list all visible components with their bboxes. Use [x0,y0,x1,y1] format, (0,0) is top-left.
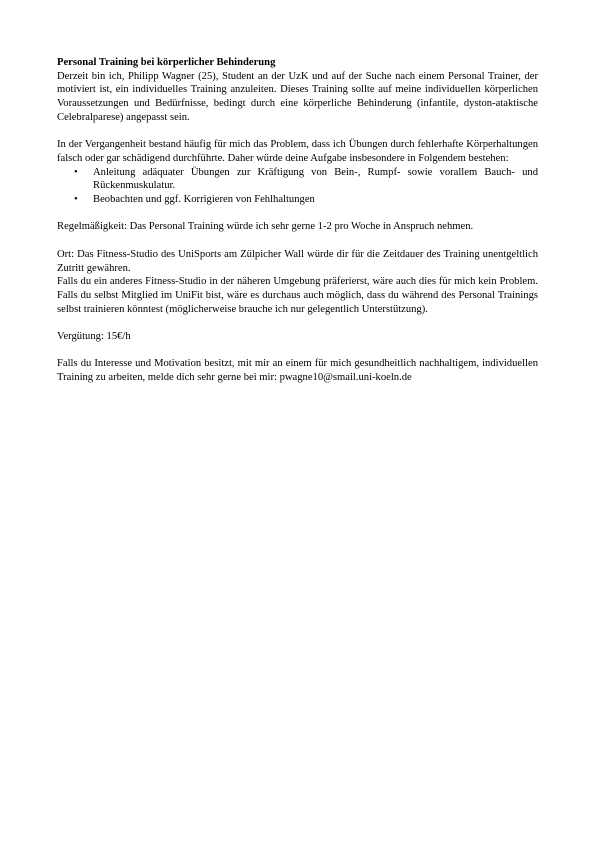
paragraph-spacer [57,125,538,139]
paragraph-spacer [57,234,538,248]
list-item [57,166,538,193]
bullet-icon: • [74,194,78,206]
list-item-text: Anleitung adäquater Übungen zur Kräftigung von Bein-, Rumpf- sowie vorallem Bauch- und Rückenmuskulatur. [93,166,538,192]
list-item [57,193,538,207]
frequency-paragraph: Regelmäßigkeit: Das Personal Training würde ich sehr gerne 1-2 pro Woche in Anspruch nehmen. [57,221,474,233]
payment-paragraph: Vergütung: 15€/h [57,331,131,342]
paragraph-spacer [57,207,538,221]
list-item-text: Beobachten und ggf. Korrigieren von Fehlhaltungen [93,194,315,206]
intro-paragraph: Derzeit bin ich, Philipp Wagner (25), Student an der UzK und auf der Suche nach einem Personal Trainer, der motiviert ist, ein individuelles Training anzuleiten. Dieses Training sollte auf meine individuellen körperlichen Voraussetzungen und Bedürfnisse, bedingt durch eine körperliche Behinderung (infantile, dyston-ataktische Celebralparese) angepasst sein. [57,70,538,123]
problem-paragraph: In der Vergangenheit bestand häufig für mich das Problem, dass ich Übungen durch fehlerhafte Körperhaltungen falsch oder gar schädigend durchführte. Daher würde deine Aufgabe insbesondere in Folgendem bestehen: [57,139,538,164]
closing-paragraph: Falls du Interesse und Motivation besitzt, mit mir an einem für mich gesundheitlich nachhaltigem, individuellen Training zu arbeiten, melde dich sehr gerne bei mir: pwagne10@smail.uni-koeln.de [57,358,538,384]
task-list [57,166,538,207]
paragraph-spacer [57,344,538,358]
alternative-paragraph: Falls du ein anderes Fitness-Studio in der näheren Umgebung präferierst, wäre auch dies für mich kein Problem. Falls du selbst Mitglied im UniFit bist, wäre es durchaus auch möglich, dass du während des Personal Trainings selbst trainieren könntest (möglicherweise brauche ich nur gelegentlich Unterstützung). [57,276,538,315]
document-title: Personal Training bei körperlicher Behinderung [57,57,276,68]
paragraph-spacer [57,316,538,330]
location-paragraph: Ort: Das Fitness-Studio des UniSports am Zülpicher Wall würde dir für die Zeitdauer des Training unentgeltlich Zutritt gewähren. [57,248,538,274]
bullet-icon: • [74,166,78,178]
document-page [57,56,538,385]
